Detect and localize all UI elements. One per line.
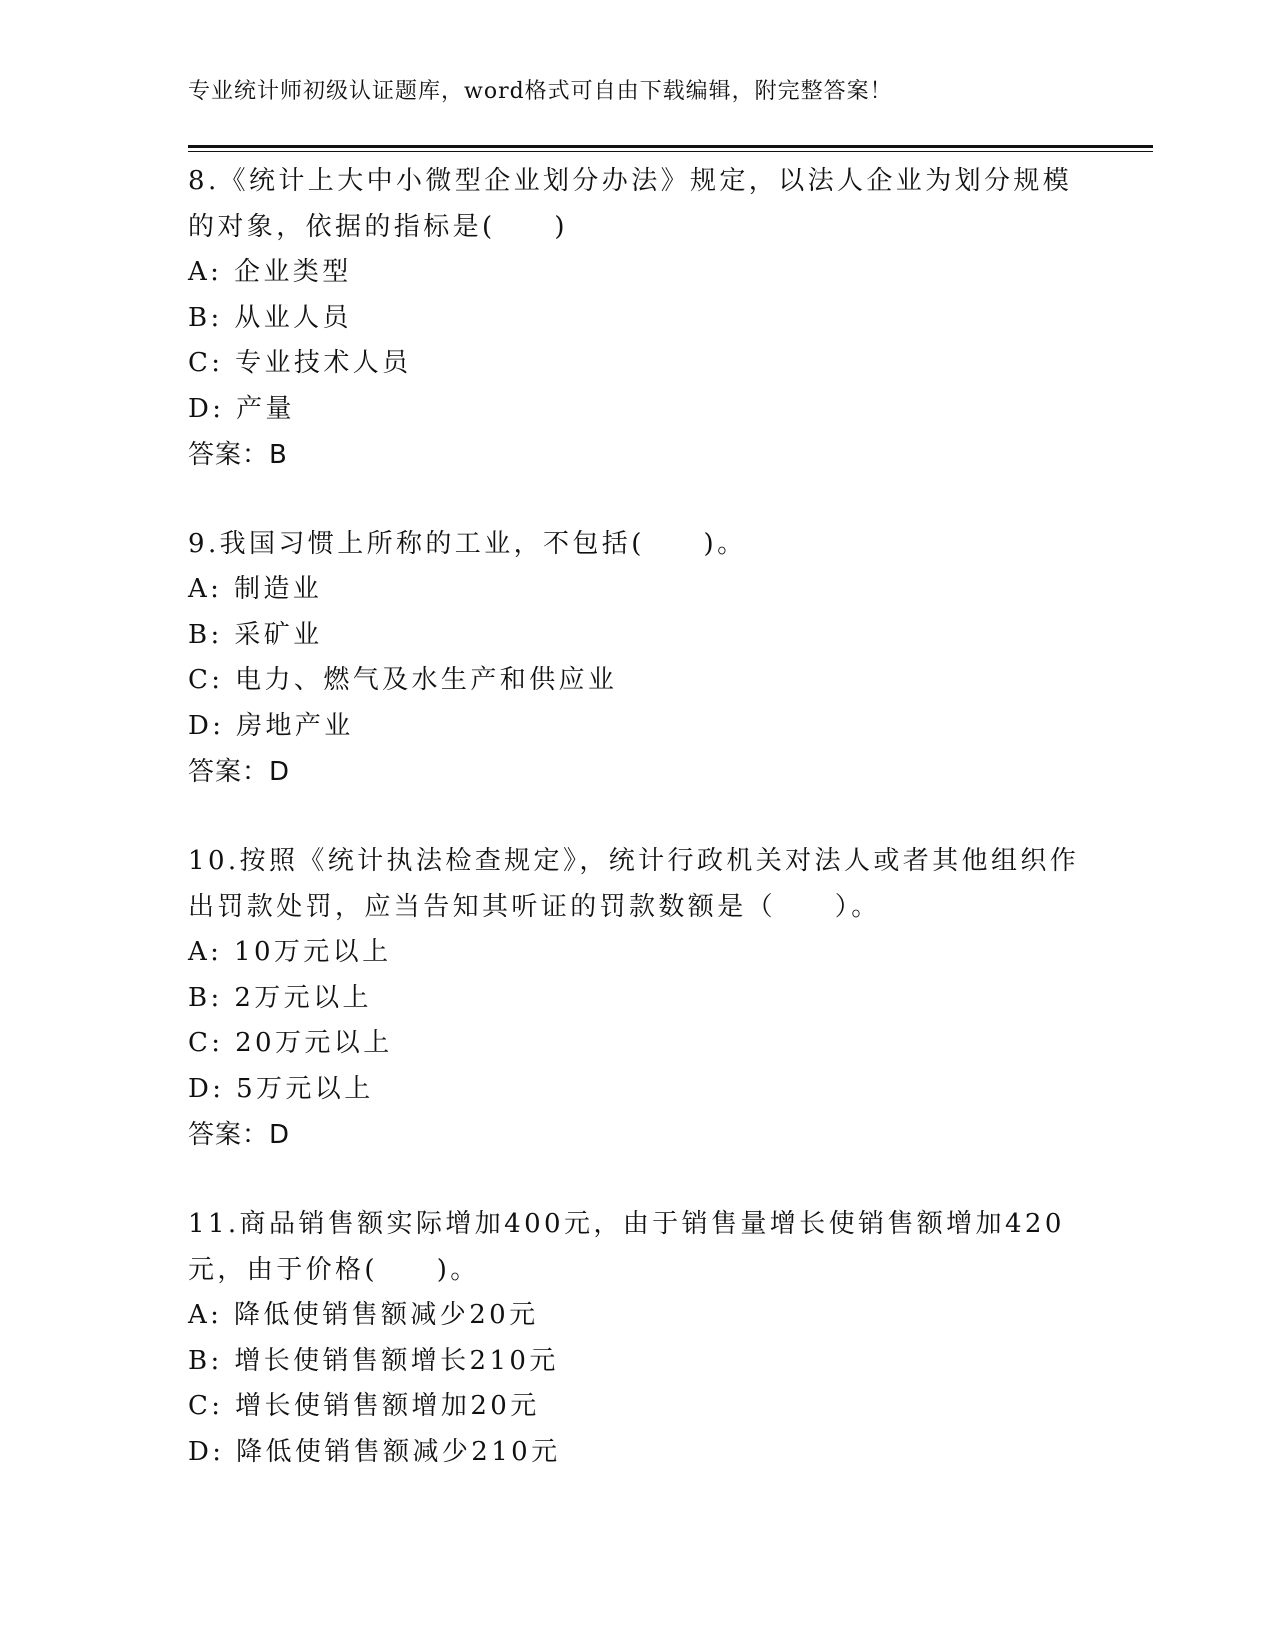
option-a: A: 制造业	[188, 574, 323, 604]
option-d: D: 产量	[188, 393, 295, 424]
option-d: D: 5万元以上	[188, 1073, 374, 1104]
question-9	[188, 521, 1088, 795]
question-stem: 11.商品销售额实际增加400元，由于销售量增长使销售额增加420元，由于价格( )。	[188, 1209, 1065, 1285]
question-stem: 10.按照《统计执法检查规定》，统计行政机关对法人或者其他组织作出罚款处罚，应当告知其听证的罚款数额是（ ）。	[188, 846, 1080, 922]
header-rule-thin	[188, 151, 1153, 152]
header-rule-thick	[188, 145, 1153, 148]
option-b: B: 采矿业	[188, 619, 323, 650]
option-c: C: 电力、燃气及水生产和供应业	[188, 665, 618, 695]
answer-line: 答案：D	[188, 757, 291, 787]
option-b: B: 增长使销售额增长210元	[188, 1345, 559, 1376]
option-a: A: 降低使销售额减少20元	[188, 1300, 539, 1330]
option-c: C: 20万元以上	[188, 1028, 393, 1058]
option-d: D: 房地产业	[188, 710, 354, 741]
option-a: A: 企业类型	[188, 257, 352, 287]
option-b: B: 从业人员	[188, 302, 352, 333]
answer-line: 答案：D	[188, 1120, 291, 1150]
option-b: B: 2万元以上	[188, 982, 372, 1013]
question-stem: 8.《统计上大中小微型企业划分办法》规定，以法人企业为划分规模的对象，依据的指标是( )	[188, 166, 1073, 242]
option-c: C: 增长使销售额增加20元	[188, 1391, 540, 1421]
page-header: 专业统计师初级认证题库，word格式可自由下载编辑，附完整答案！	[188, 79, 893, 104]
option-c: C: 专业技术人员	[188, 348, 412, 378]
question-11	[188, 1201, 1088, 1475]
question-stem: 9.我国习惯上所称的工业，不包括( )。	[188, 529, 747, 559]
option-a: A: 10万元以上	[188, 937, 392, 967]
option-d: D: 降低使销售额减少210元	[188, 1436, 561, 1467]
question-8	[188, 158, 1088, 478]
question-10	[188, 838, 1088, 1158]
question-list	[188, 158, 1088, 1518]
answer-line: 答案：B	[188, 440, 288, 470]
